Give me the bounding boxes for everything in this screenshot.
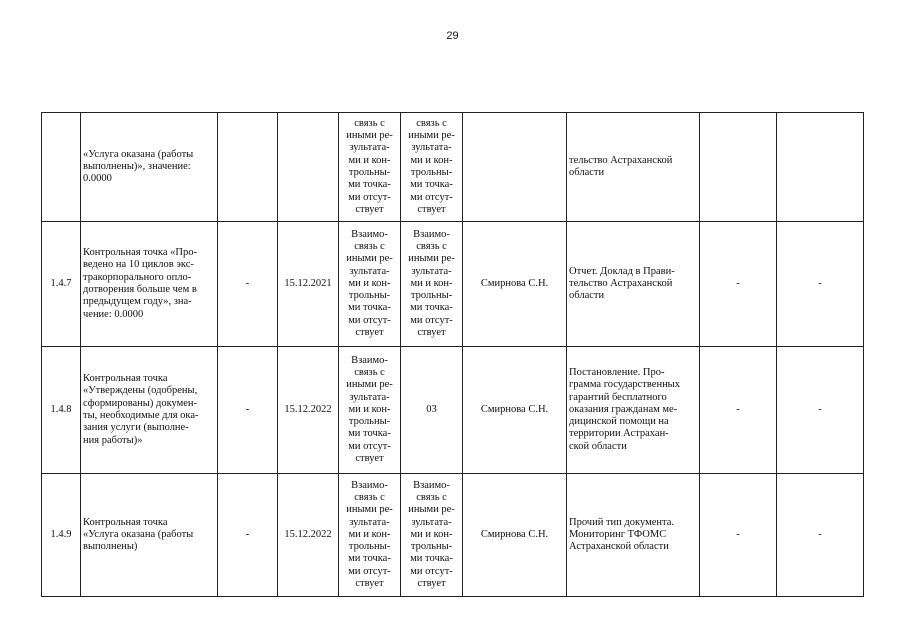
start-date: -: [218, 222, 278, 347]
row-number: 1.4.8: [42, 347, 81, 474]
responsible-person: Смирнова С.Н.: [463, 222, 567, 347]
column-10-value: -: [777, 347, 864, 474]
predecessor-link: Взаимо- связь с иными ре- зультата- ми и кон- трольны- ми точка- ми отсут- ствует: [339, 347, 401, 474]
start-date: -: [218, 347, 278, 474]
start-date: -: [218, 474, 278, 597]
document-type: Прочий тип документа. Мониторинг ТФОМС Астраханской области: [567, 474, 700, 597]
predecessor-link: Взаимо- связь с иными ре- зультата- ми и кон- трольны- ми точка- ми отсут- ствует: [339, 474, 401, 597]
control-points-table: [41, 112, 864, 597]
predecessor-link: связь с иными ре- зультата- ми и кон- трольны- ми точка- ми отсут- ствует: [339, 113, 401, 222]
table-row: [42, 113, 864, 222]
successor-link: Взаимо- связь с иными ре- зультата- ми и кон- трольны- ми точка- ми отсут- ствует: [401, 222, 463, 347]
document-type: Постановление. Про- грамма государственных гарантий бесплатного оказания гражданам ме- дицинской помощи на территории Астрахан- ской области: [567, 347, 700, 474]
document-type: тельство Астраханской области: [567, 113, 700, 222]
predecessor-link: Взаимо- связь с иными ре- зультата- ми и кон- трольны- ми точка- ми отсут- ствует: [339, 222, 401, 347]
end-date: 15.12.2022: [278, 474, 339, 597]
responsible-person: [463, 113, 567, 222]
end-date: [278, 113, 339, 222]
table-row: [42, 474, 864, 597]
control-point-name: Контрольная точка «Услуга оказана (работы выполнены): [81, 474, 218, 597]
end-date: 15.12.2021: [278, 222, 339, 347]
column-10-value: -: [777, 222, 864, 347]
successor-link: Взаимо- связь с иными ре- зультата- ми и кон- трольны- ми точка- ми отсут- ствует: [401, 474, 463, 597]
control-point-name: «Услуга оказана (работы выполнены)», значение: 0.0000: [81, 113, 218, 222]
page-number: 29: [446, 30, 459, 42]
column-10-value: -: [777, 474, 864, 597]
table-row: [42, 222, 864, 347]
row-number: [42, 113, 81, 222]
column-10-value: [777, 113, 864, 222]
column-9-value: -: [700, 347, 777, 474]
responsible-person: Смирнова С.Н.: [463, 347, 567, 474]
column-9-value: -: [700, 474, 777, 597]
successor-link: связь с иными ре- зультата- ми и кон- трольны- ми точка- ми отсут- ствует: [401, 113, 463, 222]
column-9-value: -: [700, 222, 777, 347]
successor-link: 03: [401, 347, 463, 474]
start-date: [218, 113, 278, 222]
document-type: Отчет. Доклад в Прави- тельство Астраханской области: [567, 222, 700, 347]
end-date: 15.12.2022: [278, 347, 339, 474]
row-number: 1.4.7: [42, 222, 81, 347]
control-point-name: Контрольная точка «Про- ведено на 10 циклов экс- тракорпорального опло- дотворения больше чем в предыдущем году», зна- чение: 0.0000: [81, 222, 218, 347]
responsible-person: Смирнова С.Н.: [463, 474, 567, 597]
row-number: 1.4.9: [42, 474, 81, 597]
control-point-name: Контрольная точка «Утверждены (одобрены, сформированы) докумен- ты, необходимые для ока- зания услуги (выполне- ния работы)»: [81, 347, 218, 474]
column-9-value: [700, 113, 777, 222]
table-row: [42, 347, 864, 474]
